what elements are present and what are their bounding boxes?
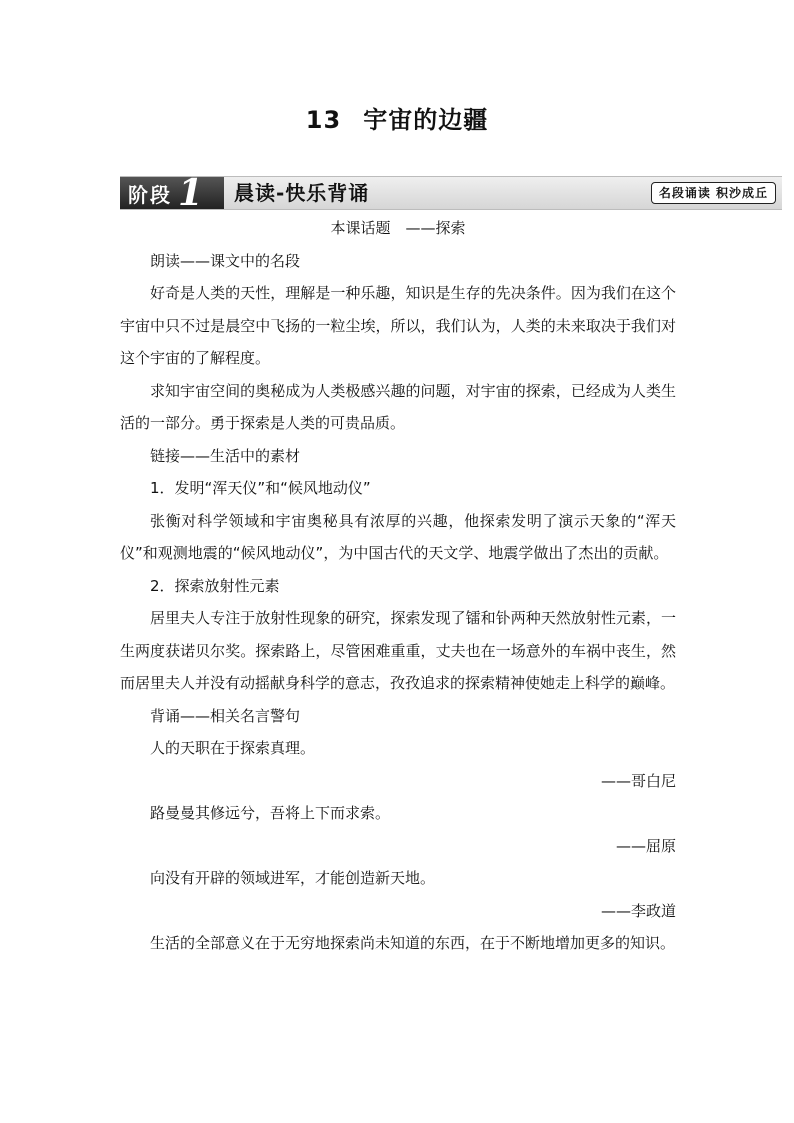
stage-banner xyxy=(120,172,782,214)
paragraph: 生活的全部意义在于无穷地探索尚未知道的东西，在于不断地增加更多的知识。 xyxy=(150,934,676,952)
paragraph: 路曼曼其修远兮，吾将上下而求索。 xyxy=(150,804,391,822)
paragraph: 向没有开辟的领域进军，才能创造新天地。 xyxy=(150,869,436,887)
quote-author: ——哥白尼 xyxy=(600,771,676,790)
quote-author: ——屈原 xyxy=(615,836,676,855)
quote-author: ——李政道 xyxy=(600,901,676,920)
lesson-content xyxy=(120,212,676,960)
stage-badge: 名段诵读 积沙成丘 xyxy=(651,182,776,204)
section-heading: 链接——生活中的素材 xyxy=(150,446,301,465)
paragraph: 求知宇宙空间的奥秘成为人类极感兴趣的问题，对宇宙的探索，已经成为人类生活的一部分。勇于探索是人类的可贵品质。 xyxy=(120,381,676,432)
stage-number: 1 xyxy=(178,172,204,214)
section-heading: 朗读——课文中的名段 xyxy=(150,251,301,270)
section-list xyxy=(120,245,676,960)
section-heading: 2．探索放射性元素 xyxy=(150,576,280,595)
stage-title: 晨读-快乐背诵 xyxy=(234,181,370,205)
lesson-number: 13 xyxy=(305,106,342,134)
paragraph: 张衡对科学领域和宇宙奥秘具有浓厚的兴趣，他探索发明了演示天象的“浑天仪”和观测地震的“候风地动仪”，为中国古代的天文学、地震学做出了杰出的贡献。 xyxy=(120,511,676,562)
section-heading: 背诵——相关名言警句 xyxy=(150,706,301,725)
lesson-title-text: 宇宙的边疆 xyxy=(363,106,489,134)
stage-label: 阶段 xyxy=(128,182,172,207)
paragraph: 居里夫人专注于放射性现象的研究，探索发现了镭和钋两种天然放射性元素，一生两度获诺贝尔奖。探索路上，尽管困难重重，丈夫也在一场意外的车祸中丧生，然而居里夫人并没有动摇献身科学的意志，孜孜追求的探索精神使她走上科学的巅峰。 xyxy=(120,609,676,692)
stage-label-box xyxy=(120,172,224,214)
paragraph: 人的天职在于探索真理。 xyxy=(150,739,316,757)
topic-line: 本课话题 ——探索 xyxy=(330,219,466,237)
section-heading: 1．发明“浑天仪”和“候风地动仪” xyxy=(150,479,371,497)
lesson-title xyxy=(0,100,794,135)
paragraph: 好奇是人类的天性，理解是一种乐趣，知识是生存的先决条件。因为我们在这个宇宙中只不过是晨空中飞扬的一粒尘埃，所以，我们认为，人类的未来取决于我们对这个宇宙的了解程度。 xyxy=(120,284,676,367)
